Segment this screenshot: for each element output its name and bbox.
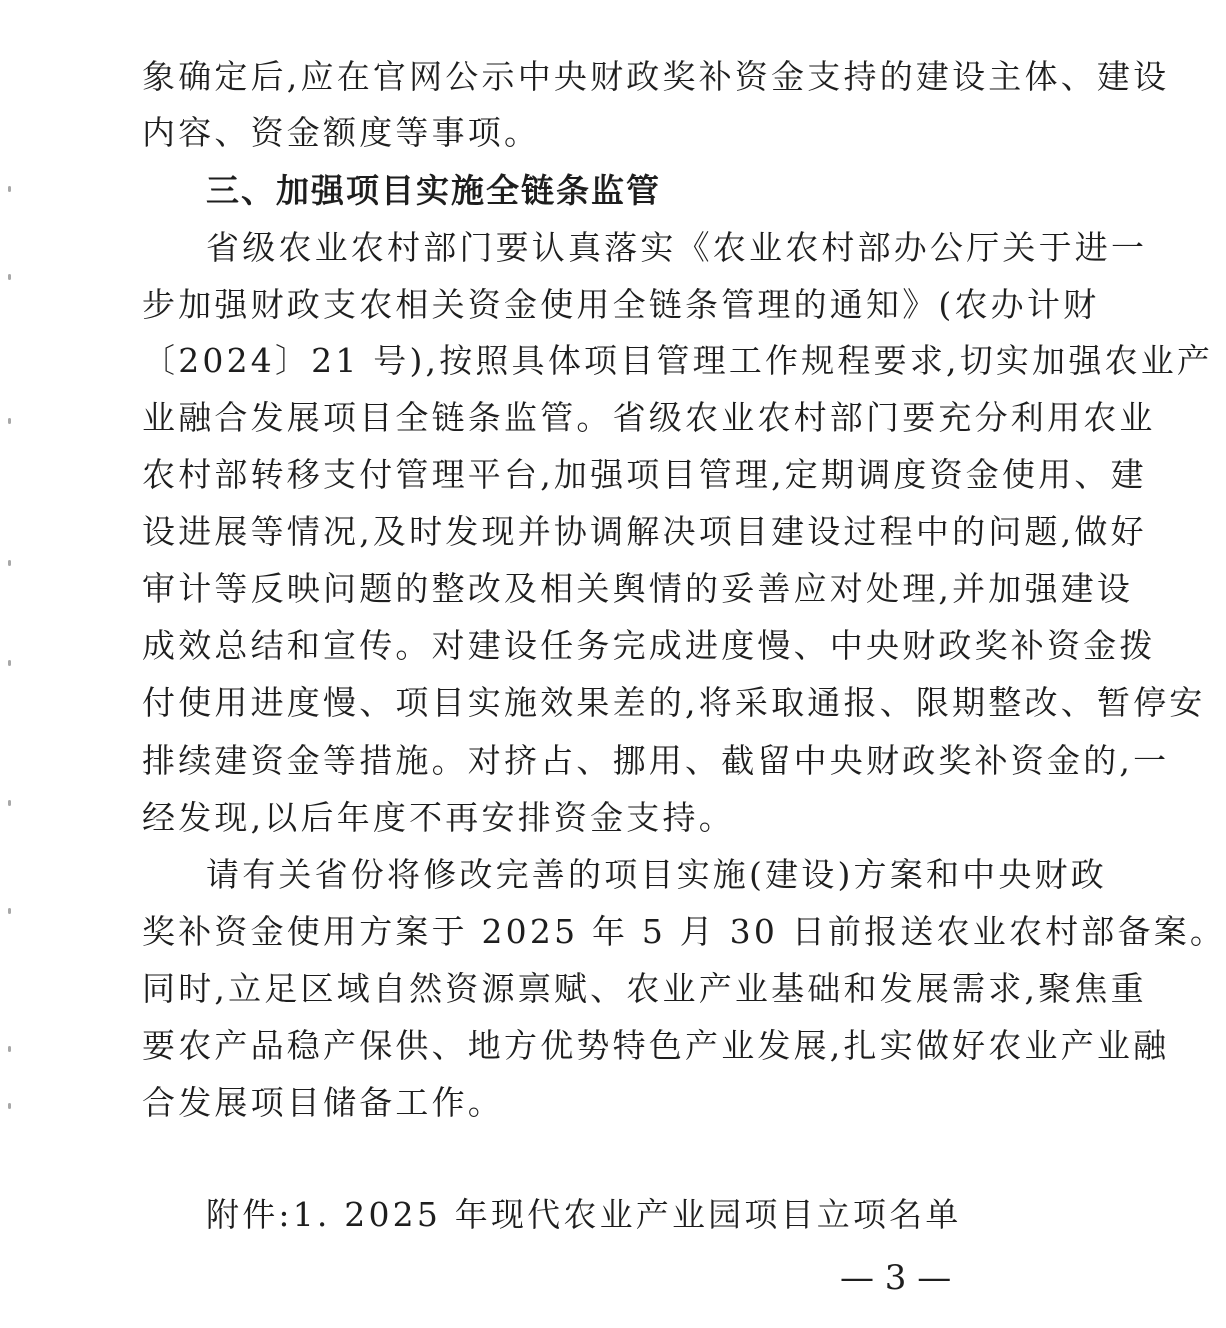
scan-mark xyxy=(8,908,11,914)
body-line-8: 设进展等情况,及时发现并协调解决项目建设过程中的问题,做好 xyxy=(142,512,1147,551)
body-line-3: 省级农业农村部门要认真落实《农业农村部办公厅关于进一 xyxy=(206,228,1148,267)
scan-mark xyxy=(8,800,11,806)
body-line-7: 农村部转移支付管理平台,加强项目管理,定期调度资金使用、建 xyxy=(142,455,1147,494)
body-line-16: 同时,立足区域自然资源禀赋、农业产业基础和发展需求,聚焦重 xyxy=(142,969,1147,1008)
scan-mark xyxy=(8,560,11,566)
body-line-17: 要农产品稳产保供、地方优势特色产业发展,扎实做好农业产业融 xyxy=(142,1026,1170,1065)
body-line-1: 象确定后,应在官网公示中央财政奖补资金支持的建设主体、建设 xyxy=(142,57,1170,96)
body-line-5: 〔2024〕21 号),按照具体项目管理工作规程要求,切实加强农业产 xyxy=(142,341,1214,380)
section-heading: 三、加强项目实施全链条监管 xyxy=(206,171,661,210)
attachment-line: 附件:1. 2025 年现代农业产业园项目立项名单 xyxy=(206,1195,962,1234)
body-line-10: 成效总结和宣传。对建设任务完成进度慢、中央财政奖补资金拨 xyxy=(142,626,1156,665)
body-line-12: 排续建资金等措施。对挤占、挪用、截留中央财政奖补资金的,一 xyxy=(142,741,1170,780)
scan-mark xyxy=(8,274,11,280)
body-line-6: 业融合发展项目全链条监管。省级农业农村部门要充分利用农业 xyxy=(142,398,1156,437)
body-line-13: 经发现,以后年度不再安排资金支持。 xyxy=(142,798,735,837)
body-line-4: 步加强财政支农相关资金使用全链条管理的通知》(农办计财 xyxy=(142,285,1100,324)
body-line-9: 审计等反映问题的整改及相关舆情的妥善应对处理,并加强建设 xyxy=(142,569,1134,608)
scan-mark xyxy=(8,186,11,192)
body-line-11: 付使用进度慢、项目实施效果差的,将采取通报、限期整改、暂停安 xyxy=(142,683,1206,722)
scan-mark xyxy=(8,1046,11,1052)
body-line-15: 奖补资金使用方案于 2025 年 5 月 30 日前报送农业农村部备案。 xyxy=(142,912,1226,951)
page-number: — 3 — xyxy=(840,1258,952,1298)
scan-mark xyxy=(8,660,11,666)
body-line-14: 请有关省份将修改完善的项目实施(建设)方案和中央财政 xyxy=(206,855,1107,894)
body-line-2: 内容、资金额度等事项。 xyxy=(142,113,541,152)
scan-mark xyxy=(8,1103,11,1109)
scan-mark xyxy=(8,418,11,424)
body-line-18: 合发展项目储备工作。 xyxy=(142,1083,504,1122)
